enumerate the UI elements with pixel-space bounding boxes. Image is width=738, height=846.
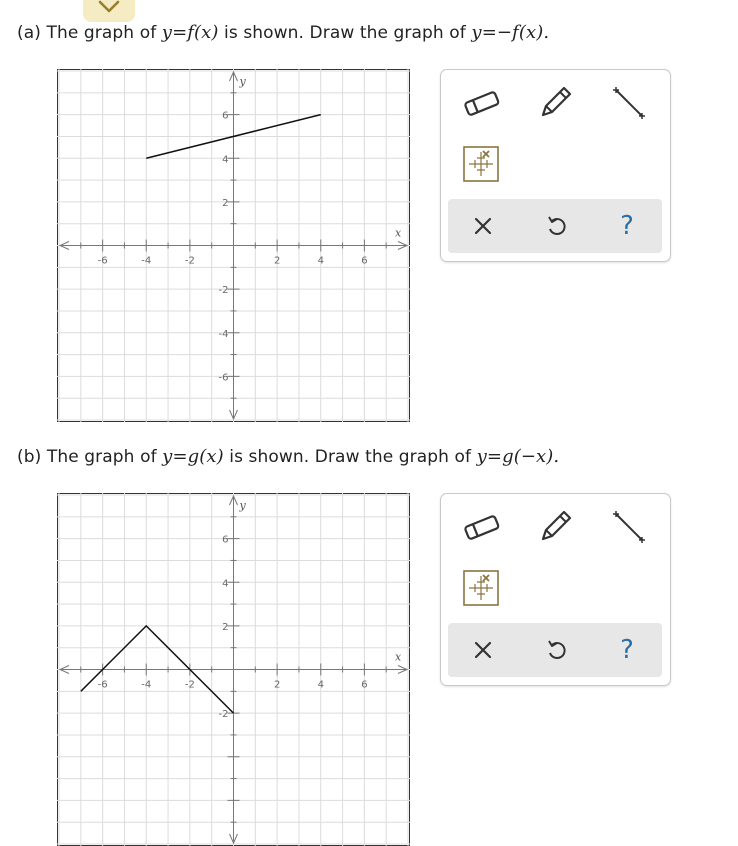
question-a-prompt: (a) The graph of y=f(x) is shown. Draw the graph of y=−f(x). xyxy=(17,22,550,43)
point-grid-button[interactable] xyxy=(461,144,501,184)
clear-button[interactable] xyxy=(464,631,502,669)
clear-button[interactable] xyxy=(464,207,502,245)
y-tick-label: 2 xyxy=(222,197,229,209)
line-segment-button[interactable] xyxy=(609,82,649,124)
line-segment-icon xyxy=(610,84,648,122)
question-b-prompt: (b) The graph of y=g(x) is shown. Draw the graph of y=g(−x). xyxy=(17,446,560,467)
x-tick-label: 4 xyxy=(317,255,324,267)
given-function: y=f(x) xyxy=(161,22,219,43)
x-tick-label: 2 xyxy=(273,679,281,691)
tool-panel-a xyxy=(440,69,671,262)
y-tick-label: 2 xyxy=(222,621,229,633)
pencil-icon xyxy=(536,506,576,546)
undo-button[interactable] xyxy=(538,631,576,669)
help-button[interactable]: ? xyxy=(620,635,634,665)
eraser-icon xyxy=(462,512,502,544)
undo-icon xyxy=(545,638,569,662)
x-tick-label: 2 xyxy=(273,255,281,267)
y-axis-label: y xyxy=(239,499,246,512)
pencil-button[interactable] xyxy=(535,504,577,548)
y-tick-label: -2 xyxy=(218,709,229,721)
point-grid-icon xyxy=(463,146,499,182)
x-tick-label: -6 xyxy=(97,255,108,267)
x-tick-label: -4 xyxy=(141,255,152,267)
undo-icon xyxy=(545,214,569,238)
x-tick-label: -6 xyxy=(97,679,108,691)
eraser-button[interactable] xyxy=(461,510,503,546)
target-function: y=−f(x). xyxy=(471,22,550,43)
x-tick-label: 6 xyxy=(361,255,368,267)
y-tick-label: 4 xyxy=(222,578,229,590)
pencil-button[interactable] xyxy=(535,80,577,124)
x-tick-label: -2 xyxy=(184,679,195,691)
graph-b[interactable] xyxy=(57,493,410,846)
given-function: y=g(x) xyxy=(162,446,224,467)
x-tick-label: 6 xyxy=(361,679,368,691)
help-button[interactable]: ? xyxy=(620,211,634,241)
x-axis-label: x xyxy=(395,226,402,240)
x-tick-label: -4 xyxy=(141,679,152,691)
tool-panel-b xyxy=(440,493,671,686)
target-function: y=g(−x). xyxy=(476,446,560,467)
y-tick-label: 4 xyxy=(222,154,229,166)
y-tick-label: -4 xyxy=(218,328,229,340)
point-grid-icon xyxy=(463,570,499,606)
close-icon xyxy=(473,216,493,236)
x-axis-label: x xyxy=(395,650,402,664)
collapse-tab[interactable] xyxy=(83,0,135,22)
action-bar-b xyxy=(448,623,662,677)
close-icon xyxy=(473,640,493,660)
line-segment-button[interactable] xyxy=(609,506,649,548)
action-bar-a xyxy=(448,199,662,253)
x-tick-label: 4 xyxy=(317,679,324,691)
graph-a[interactable] xyxy=(57,69,410,422)
y-tick-label: 6 xyxy=(222,534,229,546)
eraser-icon xyxy=(462,88,502,120)
x-tick-label: -2 xyxy=(184,255,195,267)
line-segment-icon xyxy=(610,508,648,546)
chevron-down-icon[interactable] xyxy=(97,0,121,14)
point-grid-button[interactable] xyxy=(461,568,501,608)
eraser-button[interactable] xyxy=(461,86,503,122)
pencil-icon xyxy=(536,82,576,122)
y-tick-label: 6 xyxy=(222,110,229,122)
undo-button[interactable] xyxy=(538,207,576,245)
graph-a-svg[interactable] xyxy=(57,69,410,422)
y-tick-label: -2 xyxy=(218,285,229,297)
part-label: (b) xyxy=(17,447,42,467)
graph-b-svg[interactable] xyxy=(57,493,410,846)
part-label: (a) xyxy=(17,23,41,43)
y-tick-label: -6 xyxy=(218,372,229,384)
y-axis-label: y xyxy=(239,75,246,88)
